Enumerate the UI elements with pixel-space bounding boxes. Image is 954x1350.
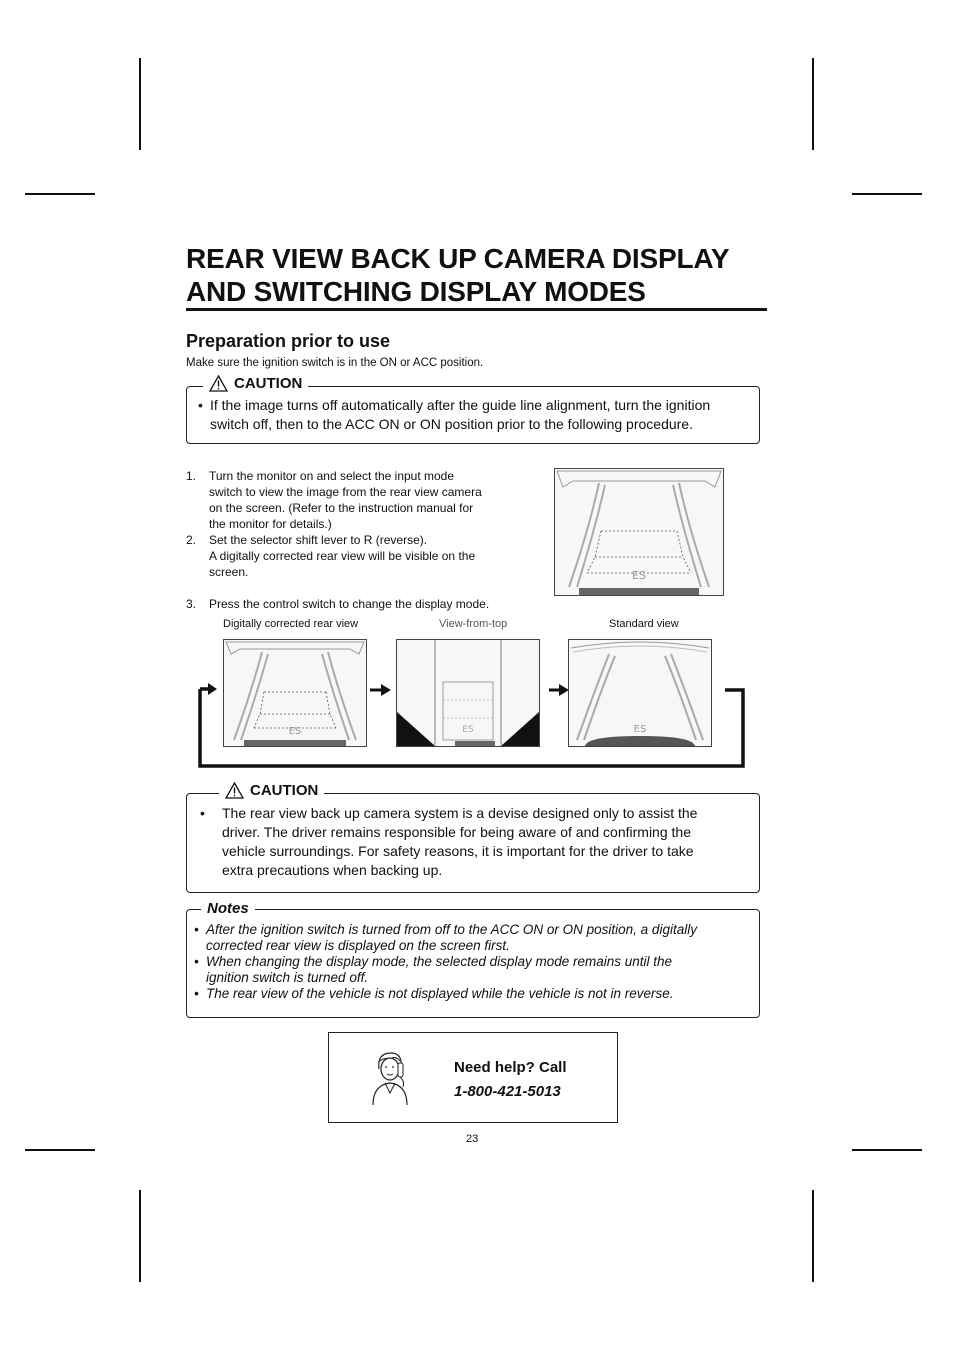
crop-mark [25,193,95,195]
bullet: • [200,805,205,821]
note-line: ignition switch is turned off. [206,970,369,985]
caution-label: CAUTION [234,375,303,392]
caution-line: If the image turns off automatically after the guide line alignment, turn the ignition [210,397,711,413]
help-phone: 1-800-421-5013 [454,1083,561,1100]
phone-person-icon [365,1047,415,1107]
warning-triangle-icon [209,375,228,392]
caution-line: The rear view back up camera system is a devise designed only to assist the [222,805,698,821]
note-line: When changing the display mode, the selected display mode remains until the [206,954,673,969]
svg-text:ES: ES [632,569,646,582]
title-line-1: REAR VIEW BACK UP CAMERA DISPLAY [186,243,730,274]
step-line: the monitor for details.) [209,517,332,531]
crop-mark [139,58,141,150]
step-line: Turn the monitor on and select the input mode [209,469,455,483]
crop-mark [25,1149,95,1151]
note-line: The rear view of the vehicle is not displayed while the vehicle is not in reverse. [206,986,674,1001]
steps-list [186,468,516,612]
mode-caption-top: View-from-top [439,618,508,630]
svg-text:ES: ES [633,724,647,735]
rear-view-screen-large [554,468,724,596]
note-line: After the ignition switch is turned from off to the ACC ON or ON position, a digitally [206,922,697,937]
bullet: • [194,954,199,969]
notes-label: Notes [207,900,249,917]
step-line: screen. [209,565,249,579]
caution-text [198,396,748,434]
step-number: 1. [186,469,197,483]
help-box [328,1032,618,1123]
arrow-right-icon [208,683,217,695]
caution-line: vehicle surroundings. For safety reasons, it is important for the driver to take [222,843,694,859]
caution-line: switch off, then to the ACC ON or ON position prior to the following procedure. [210,416,693,432]
caution-text [200,804,740,880]
caution-legend [219,782,324,799]
step-item [186,532,516,580]
step-item [186,468,516,532]
page-title [186,242,776,308]
step-number: 2. [186,533,197,547]
bullet: • [198,397,203,413]
step-line: on the screen. (Refer to the instruction manual for [209,501,474,515]
mode-caption-digital: Digitally corrected rear view [223,618,359,630]
step-line: Set the selector shift lever to R (reverse). [209,533,428,547]
notes-legend [201,900,255,917]
step-number: 3. [186,597,197,611]
crop-mark [852,193,922,195]
digital-corrected-screen [223,639,367,747]
caution-label: CAUTION [250,782,319,799]
crop-mark [812,58,814,150]
caution-line: extra precautions when backing up. [222,862,443,878]
caution-line: driver. The driver remains responsible for being aware of and confirming the [222,824,691,840]
step-line: switch to view the image from the rear view camera [209,485,482,499]
step-item [186,596,516,612]
step-line: Press the control switch to change the display mode. [209,597,490,611]
page-number: 23 [466,1133,479,1145]
mode-caption-standard: Standard view [609,618,679,630]
section-heading: Preparation prior to use [186,331,391,351]
standard-view-screen [568,639,712,747]
title-line-2: AND SWITCHING DISPLAY MODES [186,276,646,307]
step-line: A digitally corrected rear view will be visible on the [209,549,476,563]
note-line: corrected rear view is displayed on the screen first. [206,938,510,953]
crop-mark [852,1149,922,1151]
caution-legend [203,375,308,392]
svg-text:ES: ES [288,726,302,737]
notes-text [194,922,754,1002]
bullet: • [194,922,199,937]
intro-text: Make sure the ignition switch is in the ON or ACC position. [186,357,484,369]
arrow-right-icon [381,684,391,696]
title-rule [186,308,767,311]
svg-text:ES: ES [462,725,474,735]
view-from-top-screen [396,639,540,747]
help-text: Need help? Call [454,1059,567,1076]
bullet: • [194,986,199,1001]
warning-triangle-icon [225,782,244,799]
crop-mark [812,1190,814,1282]
crop-mark [139,1190,141,1282]
